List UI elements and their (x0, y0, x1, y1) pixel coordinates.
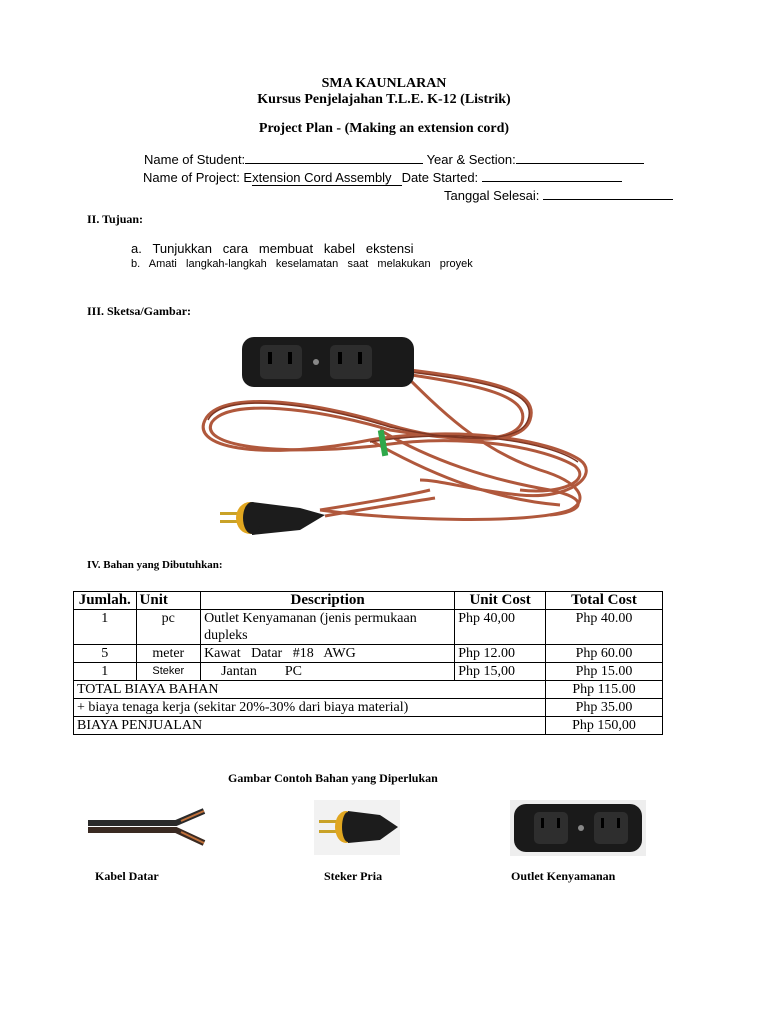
extension-cord-image (190, 330, 610, 550)
year-section-label: Year & Section: (426, 152, 516, 167)
total-value: Php 115.00 (545, 681, 662, 699)
flat-wire-image (86, 805, 208, 850)
project-row (143, 168, 622, 185)
column-header: Description (201, 592, 455, 610)
project-plan-title: Project Plan - (Making an extension cord) (258, 121, 510, 136)
materials-table (73, 591, 663, 735)
table-header-row (74, 592, 663, 610)
column-header: Unit Cost (455, 592, 546, 610)
column-header: Total Cost (545, 592, 662, 610)
objectives-heading: II. Tujuan: (87, 212, 144, 226)
date-started-blank[interactable] (482, 168, 622, 182)
qty-cell: 5 (74, 645, 137, 663)
sample-label: Outlet Kenyamanan (511, 869, 616, 883)
description-cell: Kawat Datar #18 AWG (201, 645, 455, 663)
date-finished-label: Tanggal Selesai: (444, 188, 540, 203)
date-started-label: Date Started: (401, 170, 479, 185)
labor-label: + biaya tenaga kerja (sekitar 20%-30% dari biaya material) (74, 699, 546, 717)
project-value[interactable]: xtension Cord Assembly (252, 170, 401, 186)
table-row (74, 663, 663, 681)
table-row (74, 645, 663, 663)
year-section-blank[interactable] (516, 150, 644, 164)
selling-price-label: BIAYA PENJUALAN (74, 717, 546, 735)
samples-heading: Gambar Contoh Bahan yang Diperlukan (228, 771, 438, 785)
sketch-heading: III. Sketsa/Gambar: (87, 304, 192, 318)
total-cost-cell: Php 40.00 (545, 610, 662, 645)
labor-row (74, 699, 663, 717)
total-cost-cell: Php 15.00 (545, 663, 662, 681)
student-blank[interactable] (245, 150, 423, 164)
unit-cost-cell: Php 40,00 (455, 610, 546, 645)
total-label: TOTAL BIAYA BAHAN (74, 681, 546, 699)
unit-cell: meter (136, 645, 201, 663)
unit-cost-cell: Php 12.00 (455, 645, 546, 663)
date-finished-blank[interactable] (543, 186, 673, 200)
column-header: Unit (136, 592, 201, 610)
sample-label: Kabel Datar (95, 869, 159, 883)
description-cell (201, 610, 455, 645)
qty-cell: 1 (74, 663, 137, 681)
description-text: Outlet Kenyamanan (jenis permukaan dupleks (204, 611, 417, 643)
unit-cost-cell: Php 15,00 (455, 663, 546, 681)
table-row (74, 610, 663, 645)
labor-value: Php 35.00 (545, 699, 662, 717)
outlet-image (510, 800, 646, 856)
qty-cell: 1 (74, 610, 137, 645)
column-header: Jumlah. (74, 592, 137, 610)
male-plug-image (314, 800, 400, 855)
sample-label: Steker Pria (324, 869, 383, 883)
student-row (144, 150, 644, 167)
total-cost-cell: Php 60.00 (545, 645, 662, 663)
materials-heading: IV. Bahan yang Dibutuhkan: (87, 559, 223, 571)
project-label: Name of Project: E (143, 170, 253, 185)
description-cell: Jantan PC (201, 663, 455, 681)
selling-price-row (74, 717, 663, 735)
course-title: Kursus Penjelajahan T.L.E. K-12 (Listrik) (257, 92, 511, 107)
school-name: SMA KAUNLARAN (321, 76, 447, 91)
objective-item: a. Tunjukkan cara membuat kabel ekstensi (131, 241, 414, 256)
objective-item: b. Amati langkah-langkah keselamatan saat melakukan proyek (131, 258, 473, 270)
unit-cell: pc (136, 610, 201, 645)
finish-row (444, 186, 673, 203)
unit-cell: Steker (136, 663, 201, 681)
student-label: Name of Student: (144, 152, 246, 167)
selling-price-value: Php 150,00 (545, 717, 662, 735)
total-row (74, 681, 663, 699)
